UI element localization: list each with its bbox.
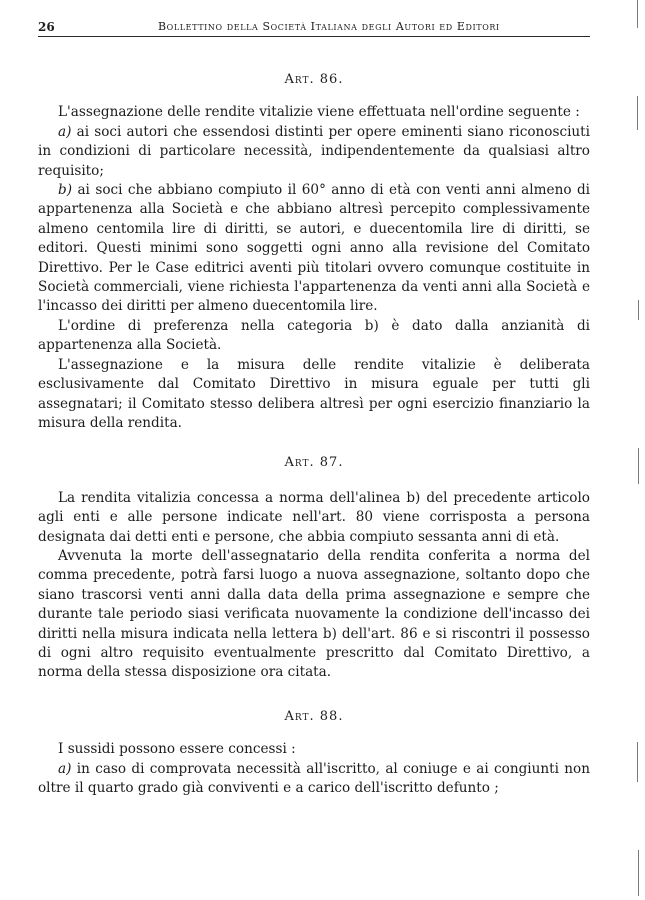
journal-title: Bollettino della Società Italiana degli Autori ed Editori <box>158 20 500 33</box>
page-number: 26 <box>38 20 55 34</box>
article-87-heading: Art. 87. <box>284 455 344 471</box>
article-88-item-a: a) in caso di comprovata necessità all'iscritto, al coniuge e ai congiunti non oltre il quarto grado già conviventi e a carico dell'iscritto defunto ; <box>38 760 590 796</box>
scan-edge-mark <box>638 850 639 896</box>
article-86-item-b: b) ai soci che abbiano compiuto il 60° anno di età con venti anni almeno di appartenenza alla Società e che abbiano altresì percepito complessivamente almeno centomila lire di diritti, se autori, e duecentomila lire di diritti, se editori. Questi minimi sono soggetti ogni anno alla revisione del Comitato Direttivo. Per le Case editrici aventi più titolari ovvero comunque costituite in Società commerciali, viene richiesta l'appartenenza da venti anni alla Società e l'incasso dei diritti per almeno duecentomila lire. <box>38 182 590 315</box>
article-86-paragraph-assignment: L'assegnazione e la misura delle rendite vitalizie è deliberata esclusivamente dal Comitato Direttivo in misura eguale per tutti gli assegnatari; il Comitato stesso delibera altresì per ogni esercizio finanziario la misura della rendita. <box>38 356 590 431</box>
article-87-paragraph-2: Avvenuta la morte dell'assegnatario della rendita conferita a norma del comma precedente, potrà farsi luogo a nuova assegnazione, soltanto dopo che siano trascorsi venti anni dalla data della prima assegnazione e sempre che durante tale periodo siasi verificata nuovamente la condizione dell'incasso dei diritti nella misura indicata nella lettera b) dell'art. 86 e si riscontri il possesso di ogni altro requisito eventualmente prescritto dal Comitato Direttivo, a norma della stessa disposizione ora citata. <box>38 547 590 681</box>
article-86-item-a: a) ai soci autori che essendosi distinti per opere eminenti siano riconosciuti in condizioni di particolare necessità, indipendentemente da qualsiasi altro requisito; <box>38 123 590 179</box>
article-88-heading: Art. 88. <box>284 708 344 724</box>
article-86-paragraph-order: L'ordine di preferenza nella categoria b) è dato dalla anzianità di appartenenza alla Società. <box>38 317 590 354</box>
scan-edge-mark <box>637 742 638 782</box>
article-88-paragraph-intro: I sussidi possono essere concessi : <box>58 741 296 758</box>
scan-edge-mark <box>638 448 639 484</box>
body-text <box>38 52 590 798</box>
article-86-paragraph-intro: L'assegnazione delle rendite vitalizie viene effettuata nell'ordine seguente : <box>58 104 580 121</box>
scan-edge-mark <box>638 300 639 320</box>
scan-edge-mark <box>637 0 638 28</box>
scan-edge-mark <box>637 96 638 130</box>
item-letter: a) <box>58 760 72 777</box>
running-head <box>38 18 590 37</box>
article-87-paragraph-1: La rendita vitalizia concessa a norma dell'alinea b) del precedente articolo agli enti e alle persone indicate nell'art. 80 viene corrisposta a persona designata dai detti enti e persone, che abbia compiuto sessanta anni di età. <box>38 489 590 545</box>
article-86-heading: Art. 86. <box>284 72 344 87</box>
item-letter: a) <box>58 123 72 140</box>
item-letter: b) <box>58 182 73 199</box>
